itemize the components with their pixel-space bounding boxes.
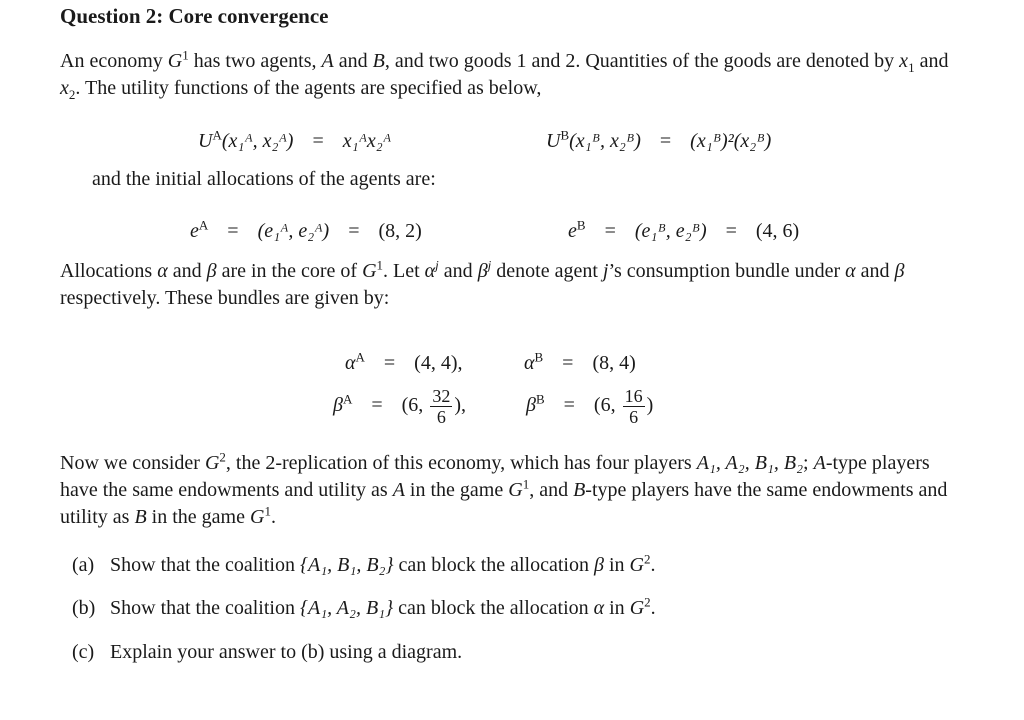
bundle-beta-b-denominator: 6 bbox=[629, 407, 639, 427]
bundle-beta-b bbox=[526, 386, 653, 427]
replication-text-2: , the 2-replication of this economy, which has four players bbox=[225, 452, 697, 474]
agent-j-symbol: j bbox=[602, 260, 609, 282]
endowment-a-superscript: A bbox=[198, 217, 209, 233]
bundle-alpha-b-superscript: B bbox=[534, 349, 544, 365]
bundle-beta-b-equals: = bbox=[563, 394, 575, 417]
alpha-j-symbol: α bbox=[424, 260, 436, 282]
endowment-a-args: (e₁ᴬ, e₂ᴬ) bbox=[257, 220, 330, 242]
x2-subscript: 2 bbox=[68, 87, 76, 102]
bundle-beta-a-symbol: β bbox=[333, 394, 343, 417]
part-a-text-3: in bbox=[603, 554, 630, 576]
replication-text-7: -type players have the same endowments and utility as bbox=[60, 479, 948, 528]
core-paragraph bbox=[60, 258, 960, 312]
allocation-intro: and the initial allocations of the agents are: bbox=[92, 168, 436, 190]
part-b-label: (b) bbox=[72, 597, 96, 619]
part-b bbox=[72, 594, 656, 620]
part-c-text: Explain your answer to (b) using a diagram. bbox=[110, 641, 463, 663]
bundle-alpha-a-value: (4, 4), bbox=[414, 352, 463, 374]
beta-j-symbol: β bbox=[477, 260, 488, 282]
utility-b-equals: = bbox=[659, 130, 672, 152]
replication-text-5: in the game bbox=[404, 479, 509, 501]
endowment-a-equation bbox=[190, 217, 422, 243]
bundle-beta-a-equals: = bbox=[371, 394, 383, 417]
endowment-b-superscript: B bbox=[576, 217, 586, 233]
core-text-1: Allocations bbox=[60, 260, 158, 282]
endowment-b-symbol: e bbox=[568, 220, 577, 242]
agent-b-symbol: B bbox=[372, 50, 385, 72]
bundle-beta-b-fraction bbox=[623, 386, 645, 427]
utility-b-equation bbox=[546, 127, 772, 153]
bundle-beta-a-open: (6, bbox=[401, 394, 424, 417]
replication-g1: G bbox=[508, 479, 523, 501]
beta-symbol: β bbox=[206, 260, 217, 282]
bundle-alpha-b bbox=[524, 349, 636, 375]
endowment-b-equals-1: = bbox=[604, 220, 616, 242]
part-a-label: (a) bbox=[72, 554, 95, 576]
part-b-text-3: in bbox=[604, 597, 630, 619]
x2-symbol: x bbox=[60, 77, 69, 99]
bundle-alpha-a bbox=[345, 349, 463, 375]
utility-a-equation bbox=[198, 127, 392, 153]
utility-b-superscript: B bbox=[560, 127, 570, 143]
endowment-a-equals-2: = bbox=[348, 220, 360, 242]
utility-b-args: (x₁ᴮ, x₂ᴮ) bbox=[569, 130, 641, 152]
economy-superscript: 1 bbox=[182, 47, 189, 63]
replication-b: B bbox=[134, 506, 147, 528]
utility-b-rhs: (x₁ᴮ)²(x₂ᴮ) bbox=[690, 130, 772, 152]
endowment-a-equals-1: = bbox=[227, 220, 239, 242]
part-b-economy: G bbox=[629, 597, 645, 619]
bundle-beta-b-numerator: 16 bbox=[624, 386, 643, 406]
part-c bbox=[72, 641, 462, 664]
alpha-symbol: α bbox=[157, 260, 168, 282]
part-b-text-1: Show that the coalition bbox=[110, 597, 300, 619]
replication-g1b: G bbox=[249, 506, 265, 528]
core-and-3: and bbox=[855, 260, 895, 282]
replication-players: A₁, A₂, B₁, B₂ bbox=[696, 452, 804, 474]
part-a bbox=[72, 551, 656, 577]
beta-j-superscript: j bbox=[487, 257, 492, 273]
core-text-5: ’s consumption bundle under bbox=[608, 260, 846, 282]
intro-text-1: An economy bbox=[60, 50, 168, 72]
part-a-text-4: . bbox=[650, 554, 656, 576]
alpha-j-superscript: j bbox=[435, 257, 439, 273]
replication-text-4: -type players have the same endowments and utility as bbox=[60, 452, 930, 501]
core-text-4: denote agent bbox=[491, 260, 603, 282]
x1-symbol: x bbox=[899, 50, 909, 72]
part-b-coalition: {A₁, A₂, B₁} bbox=[299, 597, 394, 619]
bundle-beta-b-open: (6, bbox=[593, 394, 616, 417]
endowment-b-equation bbox=[568, 217, 800, 243]
replication-b-type: B bbox=[573, 479, 586, 501]
endowment-b-equals-2: = bbox=[725, 220, 737, 242]
part-a-text-2: can block the allocation bbox=[393, 554, 594, 576]
replication-paragraph bbox=[60, 450, 960, 531]
replication-a: A bbox=[392, 479, 405, 501]
core-and-2: and bbox=[438, 260, 478, 282]
part-b-economy-superscript: 2 bbox=[644, 594, 651, 610]
part-c-label: (c) bbox=[72, 641, 95, 663]
intro-text-3: , and two goods 1 and 2. Quantities of the goods are denoted by bbox=[384, 50, 900, 72]
part-b-allocation: α bbox=[593, 597, 605, 619]
core-text-3: . Let bbox=[383, 260, 425, 282]
bundle-alpha-a-symbol: α bbox=[345, 352, 356, 374]
alpha-symbol-2: α bbox=[845, 260, 856, 282]
replication-g1-superscript: 1 bbox=[522, 476, 530, 492]
economy-symbol: G bbox=[167, 50, 183, 72]
part-a-allocation: β bbox=[593, 554, 604, 576]
agent-a-symbol: A bbox=[321, 50, 334, 72]
replication-economy-symbol: G bbox=[204, 452, 220, 474]
intro-text-4: and bbox=[914, 50, 949, 72]
part-b-text-2: can block the allocation bbox=[393, 597, 594, 619]
beta-symbol-2: β bbox=[894, 260, 905, 282]
part-a-text-1: Show that the coalition bbox=[110, 554, 300, 576]
part-a-economy: G bbox=[629, 554, 644, 576]
bundle-beta-a-denominator: 6 bbox=[436, 407, 446, 427]
bundle-alpha-a-equals: = bbox=[383, 352, 396, 374]
core-text-6: respectively. These bundles are given by: bbox=[60, 287, 390, 309]
bundle-alpha-b-value: (8, 4) bbox=[592, 352, 636, 374]
x1-subscript: 1 bbox=[908, 60, 915, 75]
utility-a-rhs: x₁ᴬx₂ᴬ bbox=[342, 130, 392, 152]
intro-and: and bbox=[333, 50, 373, 72]
replication-g1b-superscript: 1 bbox=[264, 503, 271, 519]
part-b-text-4: . bbox=[650, 597, 656, 619]
replication-text-3: ; bbox=[803, 452, 814, 474]
endowment-b-value: (4, 6) bbox=[755, 220, 800, 242]
part-a-economy-superscript: 2 bbox=[643, 551, 651, 567]
bundle-alpha-b-symbol: α bbox=[524, 352, 535, 374]
question-title: Question 2: Core convergence bbox=[60, 4, 329, 28]
utility-a-symbol: U bbox=[198, 130, 213, 152]
endowment-b-args: (e₁ᴮ, e₂ᴮ) bbox=[634, 220, 707, 242]
endowment-a-value: (8, 2) bbox=[378, 220, 422, 242]
bundle-beta-b-close: ) bbox=[646, 394, 654, 417]
bundle-beta-b-superscript: B bbox=[535, 391, 545, 407]
bundle-beta-b-symbol: β bbox=[526, 394, 536, 417]
bundle-beta-a bbox=[333, 386, 466, 427]
utility-a-args: (x₁ᴬ, x₂ᴬ) bbox=[221, 130, 294, 152]
replication-text-6: , and bbox=[529, 479, 574, 501]
bundle-beta-a-numerator: 32 bbox=[432, 386, 451, 406]
part-a-coalition: {A₁, B₁, B₂} bbox=[299, 554, 394, 576]
core-economy-superscript: 1 bbox=[376, 257, 384, 273]
replication-a-type: A bbox=[813, 452, 826, 474]
core-economy-symbol: G bbox=[362, 260, 377, 282]
core-and: and bbox=[167, 260, 207, 282]
bundle-beta-a-close: ), bbox=[454, 394, 466, 417]
replication-economy-superscript: 2 bbox=[219, 449, 226, 465]
replication-text-9: . bbox=[270, 506, 276, 528]
bundle-alpha-a-superscript: A bbox=[355, 349, 365, 365]
intro-paragraph bbox=[60, 48, 960, 102]
intro-text-2: has two agents, bbox=[188, 50, 322, 72]
bundle-beta-a-superscript: A bbox=[342, 391, 353, 407]
replication-text-8: in the game bbox=[146, 506, 250, 528]
bundle-beta-a-fraction bbox=[430, 386, 452, 427]
core-text-2: are in the core of bbox=[216, 260, 363, 282]
utility-a-equals: = bbox=[312, 130, 324, 152]
utility-a-superscript: A bbox=[212, 127, 222, 143]
replication-text-1: Now we consider bbox=[60, 452, 205, 474]
endowment-a-symbol: e bbox=[190, 220, 199, 242]
utility-b-symbol: U bbox=[546, 130, 561, 152]
intro-text-5: . The utility functions of the agents are specified as below, bbox=[75, 77, 542, 99]
bundle-alpha-b-equals: = bbox=[562, 352, 574, 374]
